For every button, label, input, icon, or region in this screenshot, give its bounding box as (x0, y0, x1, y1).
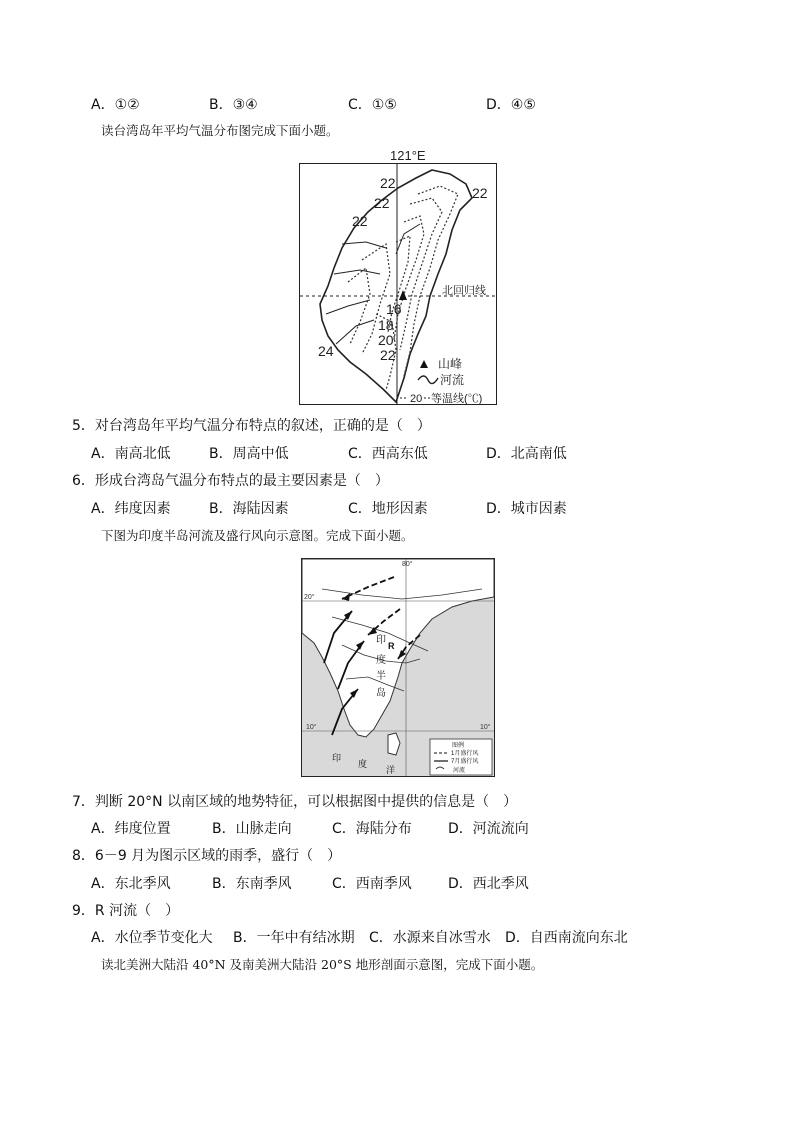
q6-option-a[interactable]: A．纬度因素 (91, 501, 171, 517)
isotherm-label: 22 (374, 195, 390, 211)
legend-river: 河流 (453, 768, 466, 774)
intro-india: 下图为印度半岛河流及盛行风向示意图。完成下面小题。 (101, 528, 414, 543)
q6-stem: 6．形成台湾岛气温分布特点的最主要因素是（ ） (72, 473, 389, 489)
isotherm-label: 18 (378, 317, 394, 333)
taiwan-map-figure (300, 148, 496, 405)
legend-river-label: 河流 (440, 373, 465, 387)
q4-option-d[interactable]: D．④⑤ (486, 97, 536, 113)
legend-title: 图例 (452, 743, 465, 749)
peninsula-label-3: 半 (376, 671, 386, 682)
q7-option-a[interactable]: A．纬度位置 (91, 821, 171, 837)
q7-stem: 7．判断 20°N 以南区域的地势特征，可以根据图中提供的信息是（ ） (72, 794, 518, 810)
isotherm-label: 20 (378, 332, 394, 348)
isotherm-label: 22 (472, 185, 488, 201)
q9-option-a[interactable]: A．水位季节变化大 (91, 930, 213, 946)
legend-peak-icon (420, 360, 428, 368)
q9-option-b[interactable]: B．一年中有结冰期 (233, 930, 355, 946)
q5-option-d[interactable]: D．北高南低 (486, 446, 567, 462)
q7-option-c[interactable]: C．海陆分布 (332, 821, 412, 837)
q5-option-a[interactable]: A．南高北低 (91, 446, 171, 462)
q9-option-d[interactable]: D．自西南流向东北 (505, 930, 628, 946)
isotherm-label: 22 (380, 175, 396, 191)
q4-option-a[interactable]: A．①② (91, 97, 140, 113)
legend-jul-wind: 7月盛行风 (451, 759, 479, 765)
longitude-label: 121°E (390, 148, 426, 163)
ocean-label-3: 洋 (386, 765, 396, 775)
ocean-label-2: 度 (358, 759, 368, 769)
tropic-label: 北回归线 (442, 285, 486, 297)
q5-option-c[interactable]: C．西高东低 (348, 446, 428, 462)
lon-80-label: 80° (402, 561, 413, 568)
legend-isotherm-label: 等温线(℃) (431, 393, 483, 405)
q5-option-b[interactable]: B．周高中低 (209, 446, 289, 462)
isotherm-label: 24 (318, 343, 334, 359)
peninsula-label-4: 岛 (376, 688, 386, 699)
q7-option-b[interactable]: B．山脉走向 (212, 821, 292, 837)
q4-option-b[interactable]: B．③④ (209, 97, 258, 113)
ocean-label-1: 印 (332, 753, 342, 763)
peninsula-label-2: 度 (376, 655, 386, 666)
q5-stem: 5．对台湾岛年平均气温分布特点的叙述，正确的是（ ） (72, 418, 431, 434)
mountain-peak-icon (399, 290, 407, 300)
india-wind-river-map (301, 558, 495, 777)
q8-option-d[interactable]: D．西北季风 (448, 876, 529, 892)
q6-option-d[interactable]: D．城市因素 (486, 501, 567, 517)
isotherm-label: 16 (386, 301, 402, 317)
legend-jan-wind: 1月盛行风 (451, 751, 479, 757)
lat-10-label-right: 10° (480, 724, 491, 731)
q9-option-c[interactable]: C．水源来自冰雪水 (369, 930, 491, 946)
india-map-figure (302, 559, 494, 776)
legend-peak-label: 山峰 (438, 357, 463, 371)
q9-stem: 9．R 河流（ ） (72, 903, 180, 919)
q8-option-c[interactable]: C．西南季风 (332, 876, 412, 892)
legend-river-icon (418, 376, 438, 384)
q8-stem: 8．6－9 月为图示区域的雨季，盛行（ ） (72, 848, 342, 864)
taiwan-temperature-map (299, 148, 497, 405)
legend-isotherm-value: 20 (410, 393, 423, 405)
peninsula-label-1: 印 (376, 635, 386, 646)
q7-option-d[interactable]: D．河流流向 (448, 821, 529, 837)
q6-option-b[interactable]: B．海陆因素 (209, 501, 289, 517)
intro-taiwan: 读台湾岛年平均气温分布图完成下面小题。 (101, 123, 339, 138)
lat-20-label: 20° (304, 594, 315, 601)
q6-option-c[interactable]: C．地形因素 (348, 501, 428, 517)
q4-option-c[interactable]: C．①⑤ (348, 97, 397, 113)
lat-10-label: 10° (306, 724, 317, 731)
isotherm-label: 22 (352, 213, 368, 229)
river-r-label: R (388, 641, 395, 651)
q8-option-a[interactable]: A．东北季风 (91, 876, 171, 892)
isotherm-label: 22 (380, 347, 396, 363)
intro-america: 读北美洲大陆沿 40°N 及南美洲大陆沿 20°S 地形剖面示意图，完成下面小题。 (101, 957, 544, 972)
q8-option-b[interactable]: B．东南季风 (212, 876, 292, 892)
